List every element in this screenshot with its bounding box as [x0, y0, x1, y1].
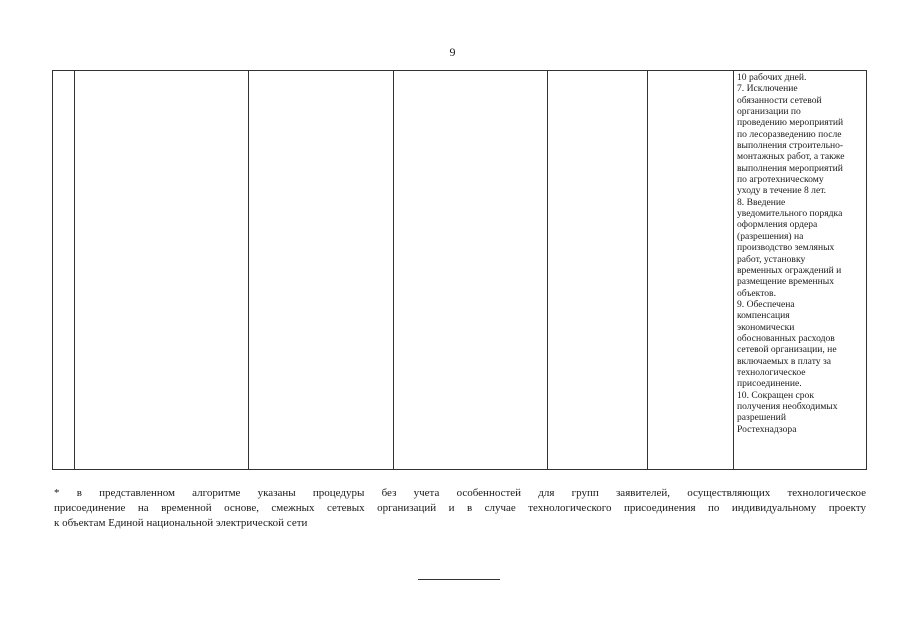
cell-text-line: по лесоразведению после: [737, 128, 842, 140]
cell-text-line: обоснованных расходов: [737, 332, 835, 344]
cell-text-line: оформления ордера: [737, 219, 818, 231]
table-left-border: [52, 71, 53, 469]
cell-text-line: присоединение.: [737, 378, 802, 390]
cell-text-line: организации по: [737, 106, 801, 118]
continuation-table: [52, 70, 867, 470]
cell-text-line: объектов.: [737, 287, 776, 299]
cell-text-line: экономически: [737, 321, 795, 333]
cell-text-line: Ростехнадзора: [737, 423, 797, 435]
cell-text-line: включаемых в плату за: [737, 355, 832, 367]
cell-text-line: сетевой организации, не: [737, 344, 837, 356]
cell-text-line: технологическое: [737, 366, 806, 378]
footnote: [54, 486, 866, 531]
cell-text-line: разрешений: [737, 412, 786, 424]
cell-text-line: выполнения строительно-: [737, 140, 844, 152]
column-divider-1: [74, 71, 75, 469]
cell-text-line: 8. Введение: [737, 196, 786, 208]
cell-text-line: выполнения мероприятий: [737, 162, 843, 174]
column-divider-2: [248, 71, 249, 469]
column-divider-5: [647, 71, 648, 469]
cell-text-line: монтажных работ, а также: [737, 151, 845, 163]
table-right-border: [866, 71, 867, 469]
cell-text-line: работ, установку: [737, 253, 806, 265]
column-divider-4: [547, 71, 548, 469]
results-column-cell: [737, 72, 864, 435]
footnote-line: к объектам Единой национальной электрической сети: [54, 517, 308, 529]
page-number: 9: [449, 45, 456, 59]
end-of-document-rule: [418, 579, 500, 580]
cell-text-line: компенсация: [737, 310, 790, 322]
column-divider-3: [393, 71, 394, 469]
cell-text-line: 7. Исключение: [737, 83, 798, 95]
cell-text-line: обязанности сетевой: [737, 94, 822, 106]
cell-text-line: получения необходимых: [737, 400, 838, 412]
cell-text-line: производство земляных: [737, 242, 835, 254]
cell-text-line: уведомительного порядка: [737, 208, 843, 220]
cell-text-line: (разрешения) на: [737, 230, 804, 242]
cell-text-line: уходу в течение 8 лет.: [737, 185, 827, 197]
cell-text-line: размещение временных: [737, 276, 835, 288]
cell-text-line: 10. Сокращен срок: [737, 389, 814, 401]
cell-text-line: проведению мероприятий: [737, 117, 844, 129]
footnote-line: * в представленном алгоритме указаны процедуры без учета особенностей для групп заявителей, осуществляющих технологическое: [54, 487, 866, 499]
cell-text-line: временных ограждений и: [737, 264, 842, 276]
cell-text-line: 10 рабочих дней.: [737, 72, 807, 83]
column-divider-6: [733, 71, 734, 469]
cell-text-line: 9. Обеспечена: [737, 298, 795, 310]
footnote-line: присоединение на временной основе, смежных сетевых организаций и в случае технологического присоединения по индивидуальному проекту: [54, 502, 866, 514]
cell-text-line: по агротехническому: [737, 174, 824, 186]
